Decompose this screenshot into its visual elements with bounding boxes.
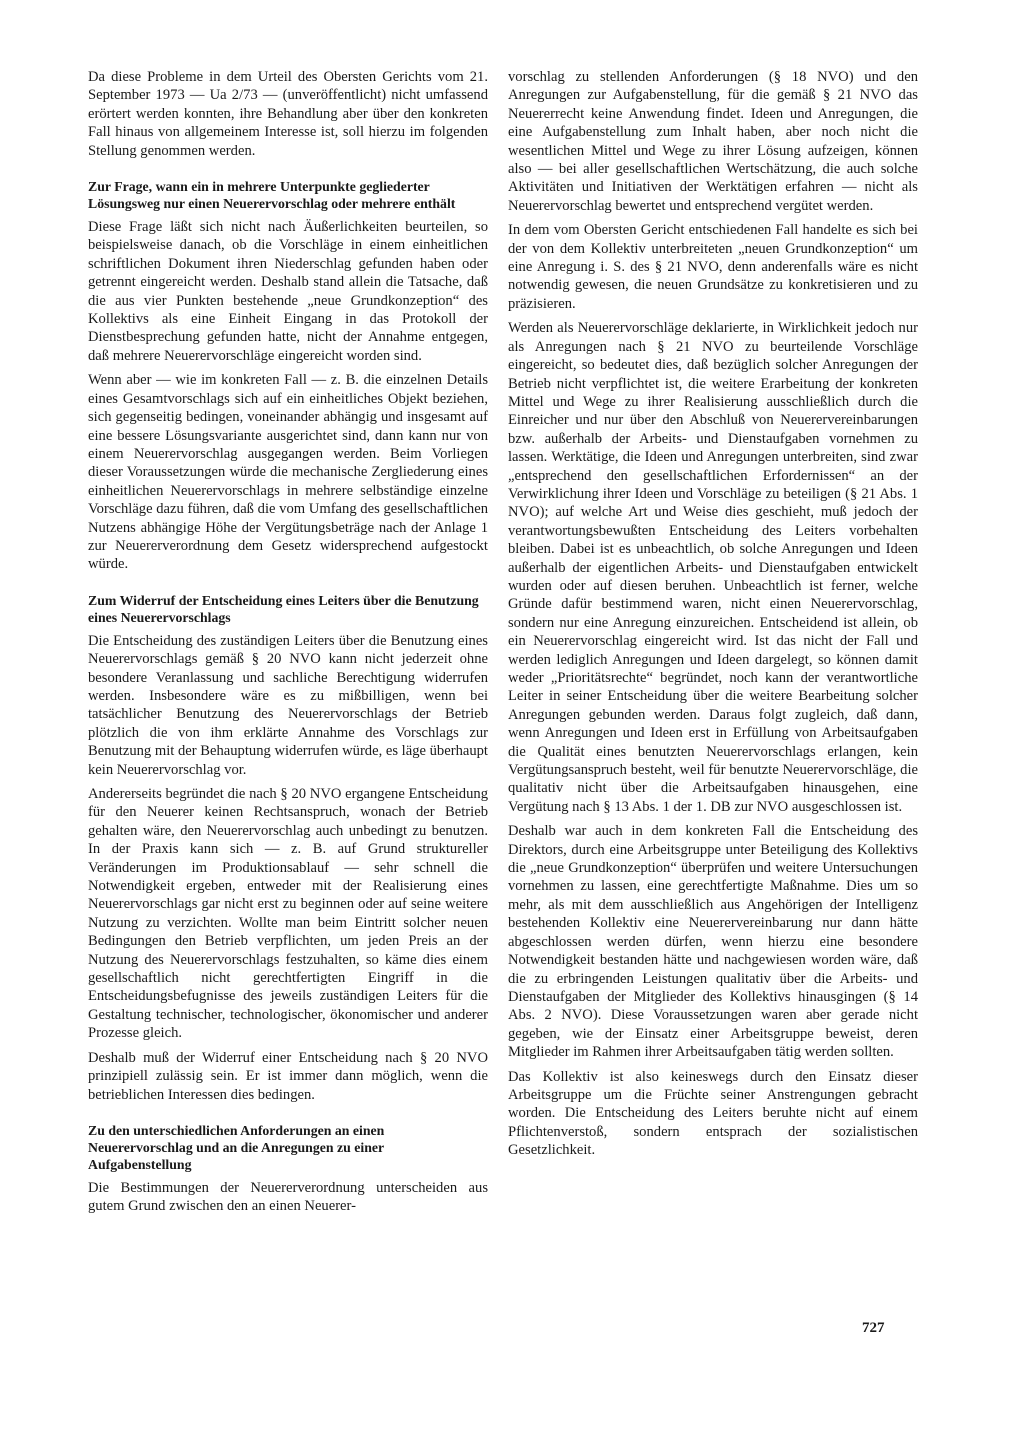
body-paragraph: vorschlag zu stellenden Anforderungen (§ 18 NVO) und den Anregungen zur Aufgabenstellung, für die gemäß § 21 NVO das Neuererrecht keine Anwendung findet. Ideen und Anregungen, die eine Aufgabenstellung zum Inhalt haben, aber noch nicht die wesentlichen Mittel und Wege zu ihrer Lösung aufzeigen, können also — bei aller gesellschaftlichen Wertschätzung, die auch solche Aktivitäten und Initiativen der Werktätigen erfahren — nicht als Neuerervorschlag bewertet und entsprechend vergütet werden. <box>508 69 918 214</box>
body-paragraph: Diese Frage läßt sich nicht nach Äußerlichkeiten beurteilen, so beispielsweise danach, ob die Vorschläge in einem einheitlichen schriftlichen Dokument ihren Niederschlag gefunden haben oder getrennt eingereicht werden. Deshalb stand allein die Tatsache, daß die aus vier Punkten bestehende „neue Grundkonzeption“ des Kollektivs als eine Einheit Eingang in das Protokoll der Dienstbesprechung gefunden hatte, nicht der Annahme entgegen, daß mehrere Neuerervorschläge eingereicht worden sind. <box>88 219 488 364</box>
body-paragraph: Deshalb war auch in dem konkreten Fall die Entscheidung des Direktors, durch eine Arbeitsgruppe unter Beteiligung des Kollektivs die „neue Grundkonzeption“ überprüfen und weitere Untersuchungen vornehmen zu lassen, eine gerechtfertigte Maßnahme. Dies um so mehr, als mit dem ausschließlich aus Angehörigen der Intelligenz bestehenden Kollektiv eine Neuerervereinbarung nur dann hätte abgeschlossen werden dürfen, wenn hierzu eine besondere Notwendigkeit bestanden hätte und nachgewiesen worden wäre, daß die zu erbringenden Leistungen qualitativ über die Arbeits- und Dienstaufgaben der Mitglieder des Kollektivs hinausgingen (§ 14 Abs. 2 NVO). Diese Voraussetzungen waren aber gerade nicht gegeben, wie der Einsatz einer Arbeitsgruppe beweist, deren Mitglieder im Rahmen ihrer Arbeitsaufgaben tätig werden sollten. <box>508 823 918 1061</box>
left-column <box>88 68 488 1219</box>
section-heading-requirements: Zu den unterschiedlichen Anforderungen an einen Neuerervorschlag und an die Anregungen zu einer Aufgabenstellung <box>88 1122 385 1172</box>
body-paragraph: Wenn aber — wie im konkreten Fall — z. B. die einzelnen Details eines Gesamtvorschlags sich auf ein einheitliches Objekt beziehen, sich gegenseitig bedingen, voneinander abhängig und insgesamt auf eine bessere Lösungsvariante ausgerichtet sind, dann kann nur von einem Neuerervorschlag ausgegangen werden. Beim Vorliegen dieser Voraussetzungen würde die mechanische Zergliederung eines einheitlichen Neuerervorschlags in mehrere selbständige einzelne Vorschläge dazu führen, daß die vom Umfang des gesellschaftlichen Nutzens abhängige Höhe der Vergütungsbeträge nach der Anlage 1 zur Neuererverordnung dem Gesetz widersprechend aufgestockt würde. <box>88 372 488 573</box>
body-paragraph: In dem vom Obersten Gericht entschiedenen Fall handelte es sich bei der von dem Kollektiv unterbreiteten „neuen Grundkonzeption“ um eine Anregung i. S. des § 21 NVO, denn anderenfalls wäre es nicht notwendig gewesen, die neuen Grundsätze zu konkretisieren und zu präzisieren. <box>508 222 918 312</box>
body-paragraph: Die Bestimmungen der Neuererverordnung unterscheiden aus gutem Grund zwischen den an einen Neuerer- <box>88 1179 488 1215</box>
section-heading-solution-split: Zur Frage, wann ein in mehrere Unterpunkte gegliederter Lösungsweg nur einen Neuerervorschlag oder mehrere enthält <box>88 179 456 212</box>
section-heading-revocation: Zum Widerruf der Entscheidung eines Leiters über die Benutzung eines Neuerervorschlags <box>88 592 479 625</box>
intro-paragraph: Da diese Probleme in dem Urteil des Obersten Gerichts vom 21. September 1973 — Ua 2/73 — (unveröffentlicht) nicht umfassend erörtert werden konnten, ihre Behandlung aber über den konkreten Fall hinaus von allgemeinem Interesse ist, soll hierzu im folgenden Stellung genommen werden. <box>88 69 488 159</box>
right-column <box>508 68 918 1163</box>
body-paragraph: Das Kollektiv ist also keineswegs durch den Einsatz dieser Arbeitsgruppe um die Früchte seiner Anstrengungen gebracht worden. Die Entscheidung des Leiters beruhte nicht auf einem Pflichtenverstoß, sondern entsprach der sozialistischen Gesetzlichkeit. <box>508 1068 918 1159</box>
body-paragraph: Die Entscheidung des zuständigen Leiters über die Benutzung eines Neuerervorschlags gemäß § 20 NVO kann nicht jederzeit ohne besondere Veranlassung und sachliche Berechtigung widerrufen werden. Insbesondere wäre es zu mißbilligen, wenn bei tatsächlicher Benutzung des Neuerervorschlags der Betrieb plötzlich die von ihm erklärte Annahme des Vorschlags zur Benutzung mit der Behauptung widerrufen würde, es läge überhaupt kein Neuerervorschlag vor. <box>88 632 488 778</box>
page-number: 727 <box>862 1320 885 1336</box>
body-paragraph: Werden als Neuerervorschläge deklarierte, in Wirklichkeit jedoch nur als Anregungen nach § 21 NVO zu beurteilende Vorschläge eingereicht, so bedeutet dies, daß bezüglich solcher Anregungen der Betrieb nicht verpflichtet ist, die weitere Erarbeitung der konkreten Mittel und Wege zu ihrer Realisierung ausschließlich durch die Einreicher und nur über den Abschluß von Neuerervereinbarungen bzw. außerhalb der Arbeits- und Dienstaufgaben vornehmen zu lassen. Werktätige, die Ideen und Anregungen unterbreiten, sind zwar „entsprechend den gesellschaftlichen Erfordernissen“ an der Verwirklichung ihrer Ideen und Vorschläge zu beteiligen (§ 21 Abs. 1 NVO); auf welche Art und Weise dies geschieht, muß jedoch der verantwortungsbewußten Entscheidung des Leiters vorbehalten bleiben. Dabei ist es unbeachtlich, ob solche Anregungen und Ideen außerhalb der eigentlichen Arbeits- und Dienstaufgaben entwickelt wurden oder auf diesen beruhen. Unbeachtlich ist ferner, welche Gründe dafür bestimmend waren, nicht einen Neuerervorschlag, sondern nur eine Anregung einzureichen. Entscheidend ist allein, ob ein Neuerervorschlag eingereicht wird. Ist das nicht der Fall und werden lediglich Anregungen und Ideen dargelegt, so können damit weder „Prioritätsrechte“ begründet, noch kann der verantwortliche Leiter in seiner Entscheidung über die weitere Bearbeitung solcher Anregungen gebunden werden. Daraus folgt zugleich, daß dann, wenn Anregungen und Ideen erst in Erfüllung von Arbeitsaufgaben die Qualität eines benutzten Neuerervorschlags erlangen, kein Vergütungsanspruch besteht, weil für benutzte Neuerervorschläge, die qualitativ nicht über die Arbeitsaufgaben hinausgehen, eine Vergütung nach § 13 Abs. 1 der 1. DB zur NVO ausgeschlossen ist. <box>508 320 918 815</box>
body-paragraph: Andererseits begründet die nach § 20 NVO ergangene Entscheidung für den Neuerer keinen Rechtsanspruch, wonach der Betrieb gehalten wäre, den Neuerervorschlag auch unbedingt zu benutzen. In der Praxis kann sich — z. B. auf Grund struktureller Veränderungen im Produktionsablauf — sehr schnell die Notwendigkeit ergeben, entweder mit der Realisierung eines Neuerervorschlags gar nicht erst zu beginnen oder auf seine weitere Nutzung zu verzichten. Wollte man beim Eintritt solcher neuen Bedingungen den Betrieb verpflichten, um jeden Preis an der Nutzung des Neuerervorschlags festzuhalten, so käme dies einem gesellschaftlich nicht gerechtfertigten Eingriff in die Entscheidungsbefugnisse des jeweils zuständigen Leiters für die Gestaltung technischer, technologischer, ökonomischer und anderer Prozesse gleich. <box>88 786 488 1042</box>
body-paragraph: Deshalb muß der Widerruf einer Entscheidung nach § 20 NVO prinzipiell zulässig sein. Er ist immer dann möglich, wenn die betrieblichen Interessen dies bedingen. <box>88 1049 488 1103</box>
